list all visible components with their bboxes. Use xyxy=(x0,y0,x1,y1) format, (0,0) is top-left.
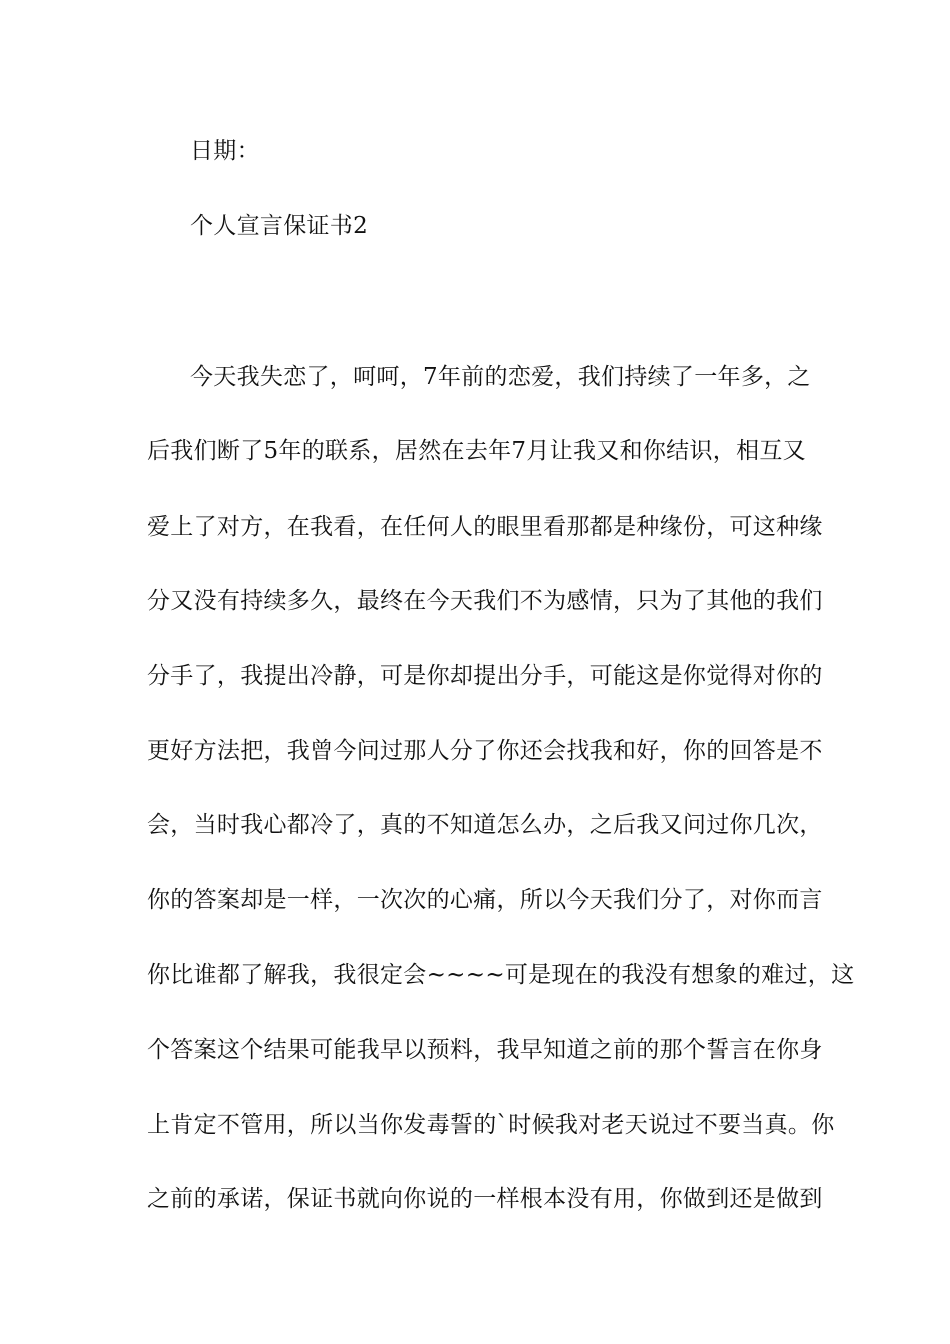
paragraph-line: 会，当时我心都冷了，真的不知道怎么办，之后我又问过你几次， xyxy=(147,812,823,838)
paragraph-line: 爱上了对方，在我看，在任何人的眼里看那都是种缘份，可这种缘 xyxy=(147,514,823,540)
paragraph-line: 今天我失恋了，呵呵，7年前的恋爱，我们持续了一年多，之 xyxy=(190,364,811,390)
paragraph-line: 后我们断了5年的联系，居然在去年7月让我又和你结识，相互又 xyxy=(147,438,806,464)
date-label: 日期： xyxy=(190,138,260,164)
paragraph-line: 你的答案却是一样，一次次的心痛，所以今天我们分了，对你而言 xyxy=(147,887,823,913)
paragraph-line: 你比谁都了解我，我很定会~~~~可是现在的我没有想象的难过，这 xyxy=(147,962,855,988)
paragraph-line: 上肯定不管用，所以当你发毒誓的`时候我对老天说过不要当真。你 xyxy=(147,1112,835,1138)
document-title: 个人宣言保证书2 xyxy=(190,213,369,239)
paragraph-line: 分手了，我提出冷静，可是你却提出分手，可能这是你觉得对你的 xyxy=(147,663,823,689)
paragraph-line: 更好方法把，我曾今问过那人分了你还会找我和好，你的回答是不 xyxy=(147,738,823,764)
paragraph-line: 之前的承诺，保证书就向你说的一样根本没有用，你做到还是做到 xyxy=(147,1186,823,1212)
paragraph-line: 个答案这个结果可能我早以预料，我早知道之前的那个誓言在你身 xyxy=(147,1037,823,1063)
paragraph-line: 分又没有持续多久，最终在今天我们不为感情，只为了其他的我们 xyxy=(147,588,823,614)
